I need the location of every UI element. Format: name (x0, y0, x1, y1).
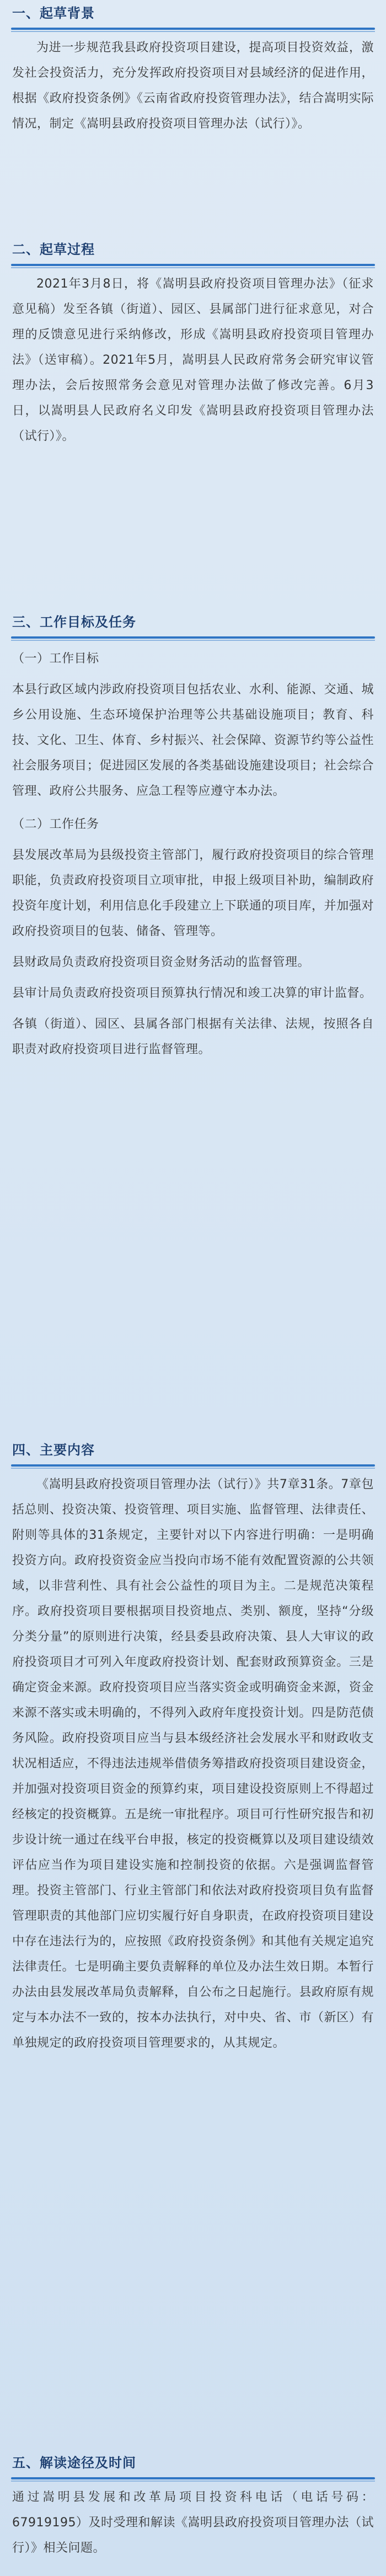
section-drafting-process (0, 237, 386, 449)
heading-divider-thin (11, 1468, 375, 1469)
heading-divider (11, 636, 375, 639)
section-heading: 三、工作目标及任务 (12, 614, 136, 630)
section-heading: 二、起草过程 (12, 242, 95, 257)
paragraph: 各镇（街道）、园区、县属各部门根据有关法律、法规，按照各自职责对政府投资项目进行监督管理。 (12, 1017, 374, 1056)
section-goals-tasks (0, 610, 386, 1063)
heading-divider (11, 1464, 375, 1467)
subheading: （二）工作任务 (12, 817, 99, 831)
paragraph: 县财政局负责政府投资项目资金财务活动的监督管理。 (12, 955, 310, 969)
paragraph: 《嵩明县政府投资项目管理办法（试行）》共7章31条。7章包括总则、投资决策、投资管理、项目实施、监督管理、法律责任、附则等具体的31条规定，主要针对以下内容进行明确：一是明确投资方向。政府投资资金应当投向市场不能有效配置资源的公共领域，以非营利性、具有社会公益性的项目为主。二是规范决策程序。政府投资项目要根据项目投资地点、类别、额度，坚持“分级分类分量”的原则进行决策，经县委县政府决策、县人大审议的政府投资项目才可列入年度政府投资计划、配套财政预算资金。三是确定资金来源。政府投资项目应当落实资金或明确资金来源，资金来源不落实或未明确的，不得列入政府年度投资计划。四是防范债务风险。政府投资项目应当与县本级经济社会发展水平和财政收支状况相适应，不得违法违规举借债务筹措政府投资项目建设资金，并加强对投资项目资金的预算约束，项目建设投资原则上不得超过经核定的投资概算。五是统一审批程序。项目可行性研究报告和初步设计统一通过在线平台申报，核定的投资概算以及项目建设绩效评估应当作为项目建设实施和控制投资的依据。六是强调监督管理。投资主管部门、行业主管部门和依法对政府投资项目负有监督管理职责的其他部门应切实履行好自身职责，在政府投资项目建设中存在违法行为的，应按照《政府投资条例》和其他有关规定追究法律责任。七是明确主要负责解释的单位及办法生效日期。本暂行办法由县发展改革局负责解释，自公布之日起施行。县政府原有规定与本办法不一致的，按本办法执行，对中央、省、市（新区）有单独规定的政府投资项目管理要求的，从其规定。 (12, 1478, 374, 2050)
paragraph: 县发展改革局为县级投资主管部门，履行政府投资项目的综合管理职能，负责政府投资项目立项审批，申报上级项目补助，编制政府投资年度计划，利用信息化手段建立上下联通的项目库，并加强对政府投资项目的包装、储备、管理等。 (12, 848, 374, 938)
heading-divider-thin (11, 640, 375, 641)
section-heading: 五、解读途径及时间 (12, 2455, 136, 2471)
paragraph: 本县行政区域内涉政府投资项目包括农业、水利、能源、交通、城乡公用设施、生态环境保护治理等公共基础设施项目；教育、科技、文化、卫生、体育、乡村振兴、社会保障、资源节约等公益性社会服务项目；促进园区发展的各类基础设施建设项目；社会综合管理、政府公共服务、应急工程等应遵守本办法。 (12, 683, 374, 798)
heading-divider-thin (11, 31, 375, 32)
heading-divider (11, 2477, 375, 2479)
section-heading: 一、起草背景 (12, 6, 95, 21)
heading-divider (11, 264, 375, 266)
paragraph: 县审计局负责政府投资项目预算执行情况和竣工决算的审计监督。 (12, 986, 372, 1000)
heading-divider-thin (11, 267, 375, 268)
paragraph: 为进一步规范我县政府投资项目建设，提高项目投资效益，激发社会投资活力，充分发挥政府投资项目对县域经济的促进作用，根据《政府投资条例》《云南省政府投资管理办法》，结合嵩明实际情况，制定《嵩明县政府投资项目管理办法（试行）》。 (12, 41, 374, 131)
subheading: （一）工作目标 (12, 652, 99, 666)
section-heading: 四、主要内容 (12, 1442, 95, 1458)
section-interpretation (0, 2451, 386, 2561)
paragraph: 2021年3月8日，将《嵩明县政府投资项目管理办法》（征求意见稿）发至各镇（街道）、园区、县属部门进行征求意见，对合理的反馈意见进行采纳修改，形成《嵩明县政府投资项目管理办法》（送审稿）。2021年5月，嵩明县人民政府常务会研究审议管理办法，会后按照常务会意见对管理办法做了修改完善。6月3日，以嵩明县人民政府名义印发《嵩明县政府投资项目管理办法（试行）》。 (12, 277, 374, 443)
heading-divider-thin (11, 2481, 375, 2482)
heading-divider (11, 28, 375, 30)
paragraph: 通过嵩明县发展和改革局项目投资科电话（电话号码：67919195）及时受理和解读《嵩明县政府投资项目管理办法（试行）》相关问题。 (12, 2490, 374, 2555)
section-background (0, 1, 386, 137)
section-main-content (0, 1438, 386, 2056)
